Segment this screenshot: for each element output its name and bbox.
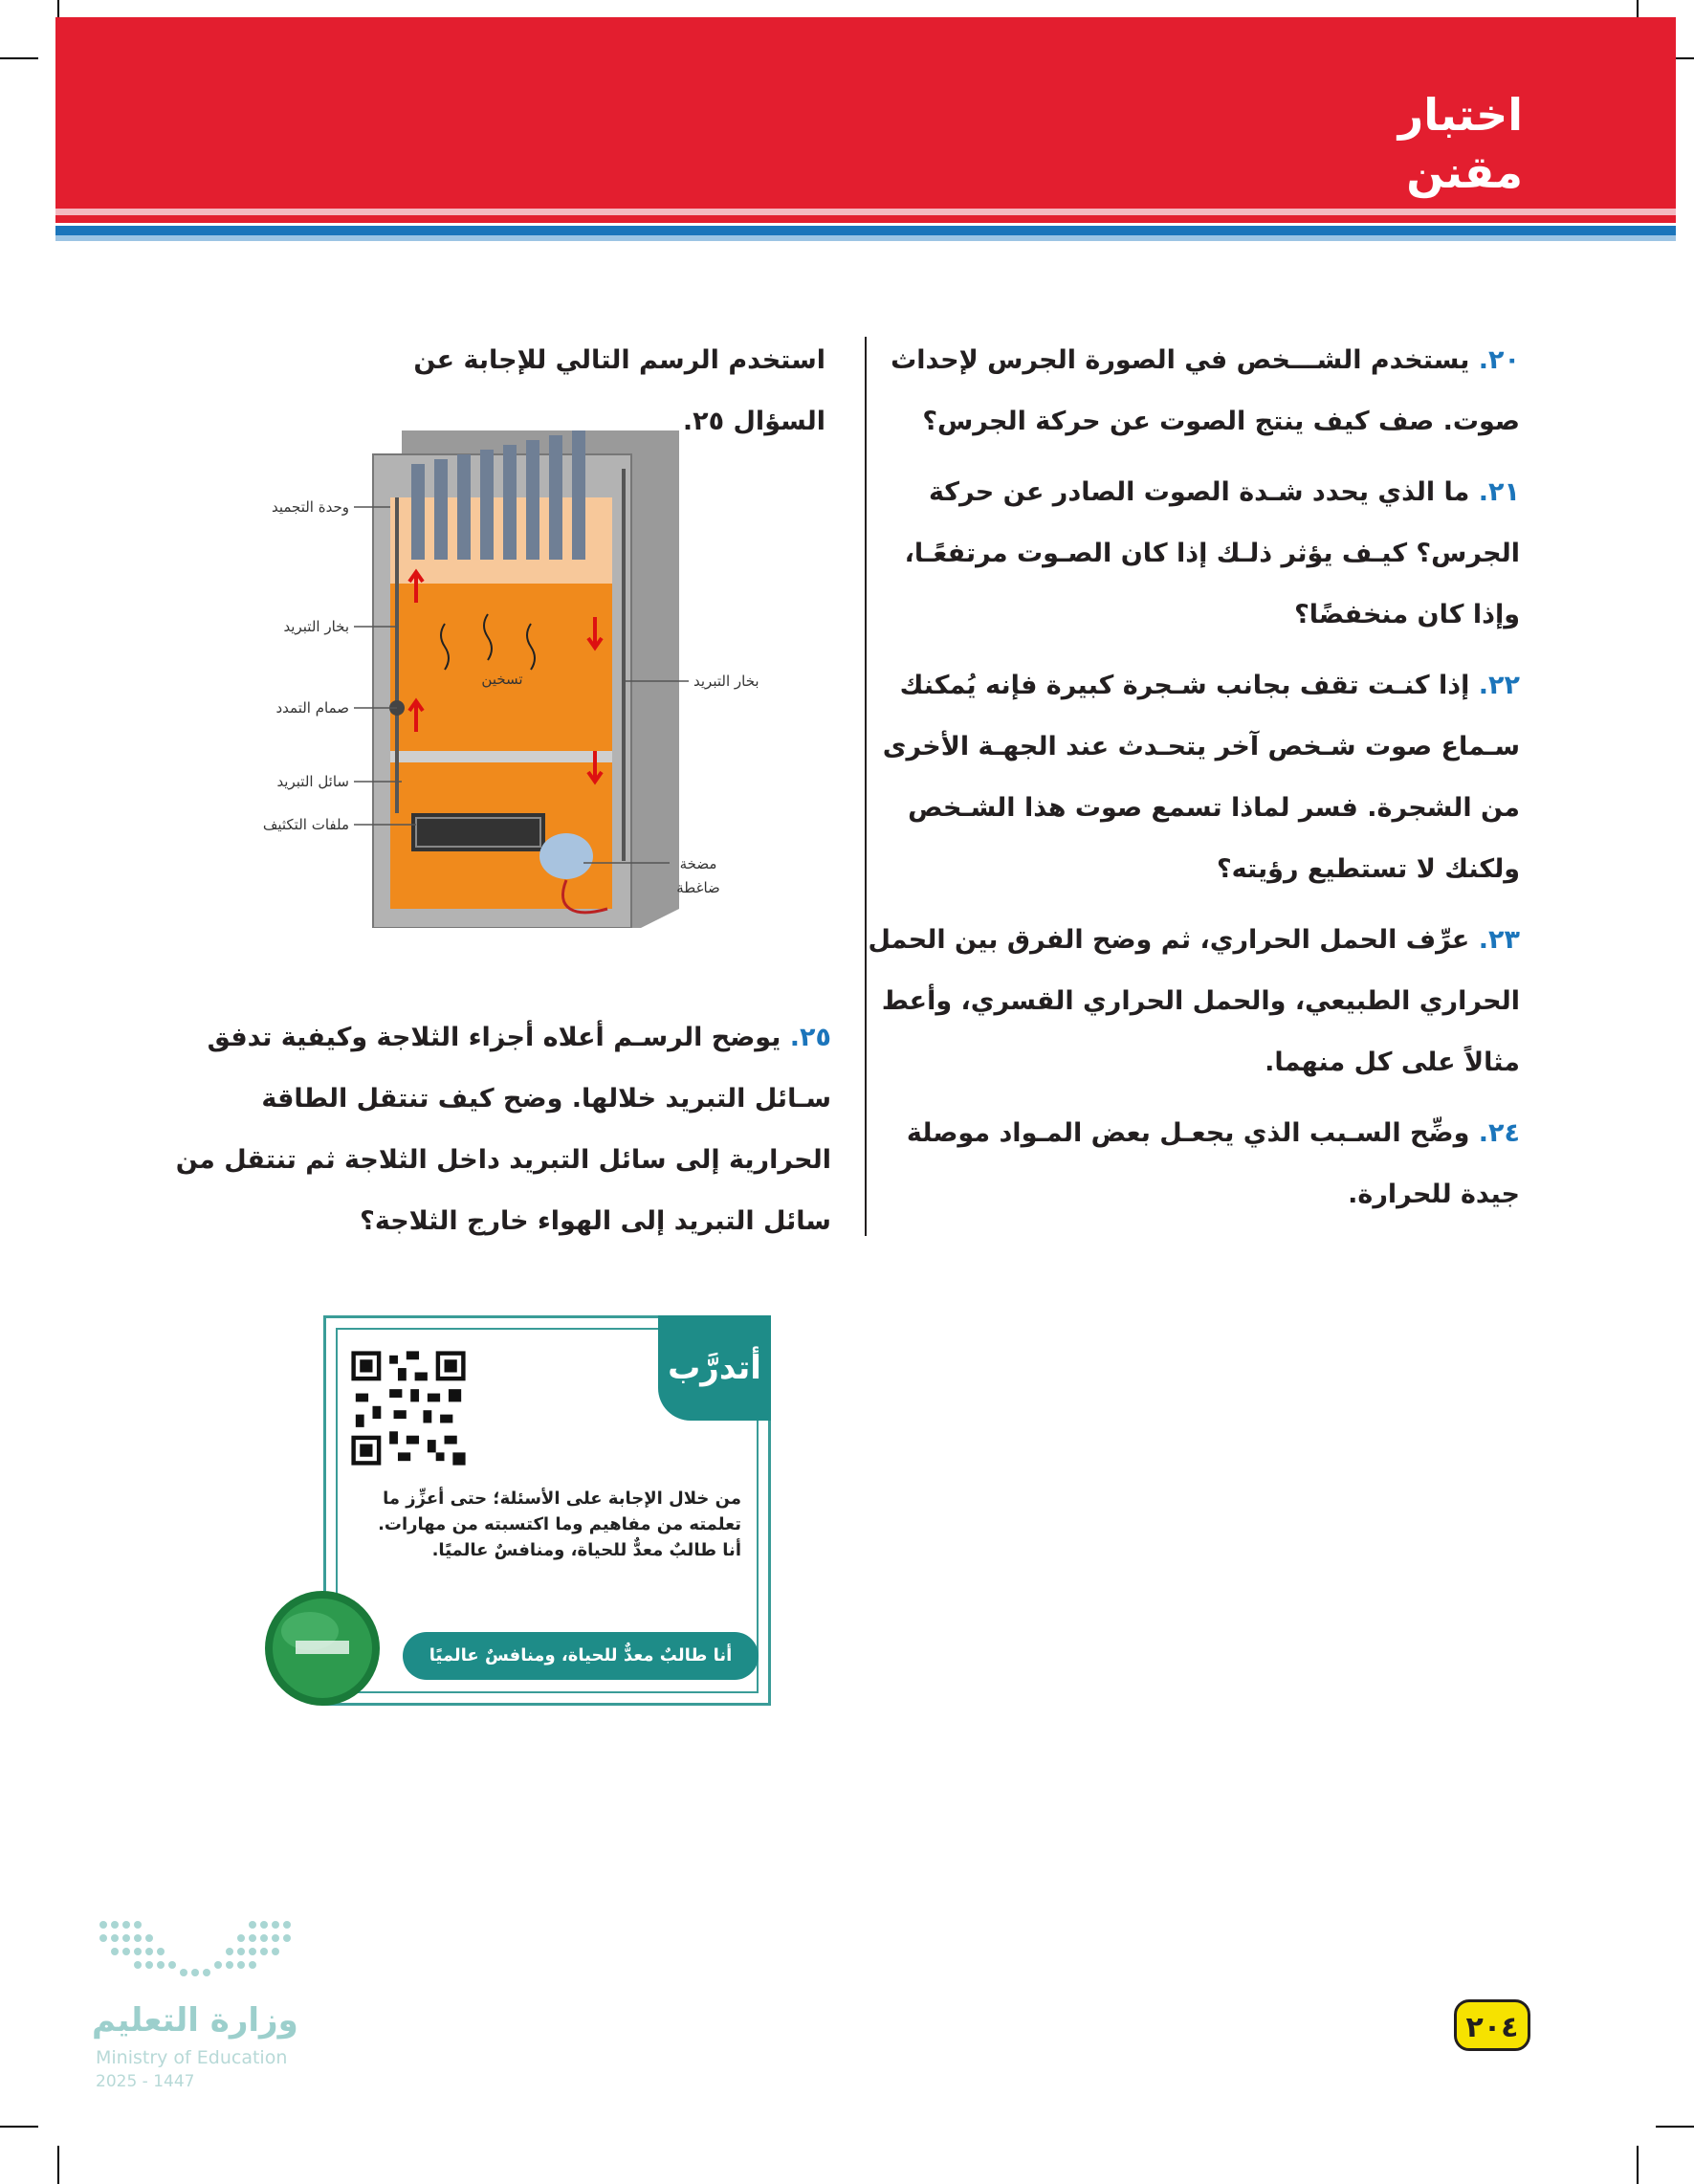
question-text: يوضح الرسـم أعلاه أجزاء الثلاجة وكيفية تدفق سـائل التبريد خلالها. وضح كيف تنتقل الطاقة الحرارية إلى سائل التبريد داخل الثلاجة ثم تنتقل من سائل التبريد إلى الهواء خارج الثلاجة؟ (175, 1023, 831, 1236)
crop-mark (0, 2126, 38, 2128)
diagram-intro: استخدم الرسم التالي للإجابة عن السؤال ٢٥. (413, 345, 825, 436)
question-text: ما الذي يحدد شـدة الصوت الصادر عن حركة الجرس؟ كيـف يؤثر ذلـك إذا كان الصـوت مرتفعًـا، وإذا كان منخفضًا؟ (904, 477, 1520, 629)
crop-mark (1656, 2126, 1694, 2128)
practice-box (323, 1315, 771, 1706)
question-22 (850, 655, 1520, 900)
questions-column (850, 330, 1520, 1235)
label-coils: ملفات التكثيف (262, 816, 349, 833)
ministry-years: 2025 - 1447 (96, 2072, 195, 2091)
fridge-shelf (390, 751, 612, 762)
label-compressor-2: ضاغطة (676, 879, 720, 896)
crop-mark (1637, 2146, 1639, 2184)
label-liquid: سائل التبريد (276, 773, 349, 790)
refrigerator-diagram (230, 411, 803, 928)
ministry-name-en: Ministry of Education (96, 2047, 288, 2068)
question-text: إذا كنـت تقف بجانب شـجرة كبيرة فإنه يُمكنك سـماع صوت شـخص آخر يتحـدث عند الجهـة الأخرى من الشجرة. فسر لماذا تسمع صوت هذا الشـخص ولكنك لا تستطيع رؤيته؟ (882, 671, 1520, 884)
label-heating: تسخين (481, 671, 523, 688)
vision-seal-icon (262, 1588, 383, 1709)
label-vapor-left: بخار التبريد (283, 618, 349, 635)
label-compressor-1: مضخة (679, 855, 717, 872)
question-number: ٢٤. (1478, 1118, 1520, 1148)
question-number: ٢٠. (1478, 345, 1520, 375)
question-text: عرِّف الحمل الحراري، ثم وضح الفرق بين الحمل الحراري الطبيعي، والحمل الحراري القسري، وأعط مثالاً على كل منهما. (868, 925, 1520, 1077)
ministry-logo-icon (94, 1913, 304, 1990)
page-number: ٢٠٤ (1454, 1999, 1530, 2051)
question-text: وضِّح السـبب الذي يجعـل بعض المـواد موصلة جيدة للحرارة. (906, 1118, 1520, 1209)
question-25 (152, 1007, 831, 1252)
qr-code[interactable] (347, 1347, 470, 1469)
ministry-name-ar: وزارة التعليم (92, 2001, 298, 2040)
question-20 (850, 330, 1520, 452)
question-21 (850, 462, 1520, 646)
header-stripe (55, 226, 1676, 235)
header-title (1398, 86, 1523, 201)
header-stripe (55, 235, 1676, 241)
column-divider (865, 337, 867, 1236)
header-stripe (55, 215, 1676, 223)
practice-banner: أنا طالبٌ معدٌّ للحياة، ومنافسٌ عالميًا (403, 1632, 759, 1680)
crop-mark (57, 2146, 59, 2184)
header-title-line1: اختبار (1397, 89, 1523, 141)
label-freezer: وحدة التجميد (271, 498, 349, 516)
question-number: ٢٥. (789, 1023, 831, 1052)
header-banner (55, 17, 1676, 209)
practice-tab: أتدرَّب (658, 1315, 771, 1421)
question-number: ٢١. (1478, 477, 1520, 507)
question-number: ٢٢. (1478, 671, 1520, 700)
compressor (539, 833, 593, 879)
crop-mark (0, 57, 38, 59)
practice-text: من خلال الإجابة على الأسئلة؛ حتى أعزِّز ما تعلمته من مفاهيم وما اكتسبته من مهارات. أنا طالبٌ معدٌّ للحياة، ومنافسٌ عالميًا. (378, 1489, 741, 1560)
question-24 (850, 1103, 1520, 1225)
condenser-coils (411, 813, 545, 851)
label-valve: صمام التمدد (275, 699, 349, 717)
question-23 (850, 910, 1520, 1093)
question-number: ٢٣. (1478, 925, 1520, 955)
header-stripe (55, 209, 1676, 215)
label-vapor-right: بخار التبريد (693, 673, 759, 690)
question-text: يستخدم الشـــخص في الصورة الجرس لإحداث صوت. صف كيف ينتج الصوت عن حركة الجرس؟ (891, 345, 1520, 436)
header-title-line2: مقنن (1406, 146, 1523, 198)
